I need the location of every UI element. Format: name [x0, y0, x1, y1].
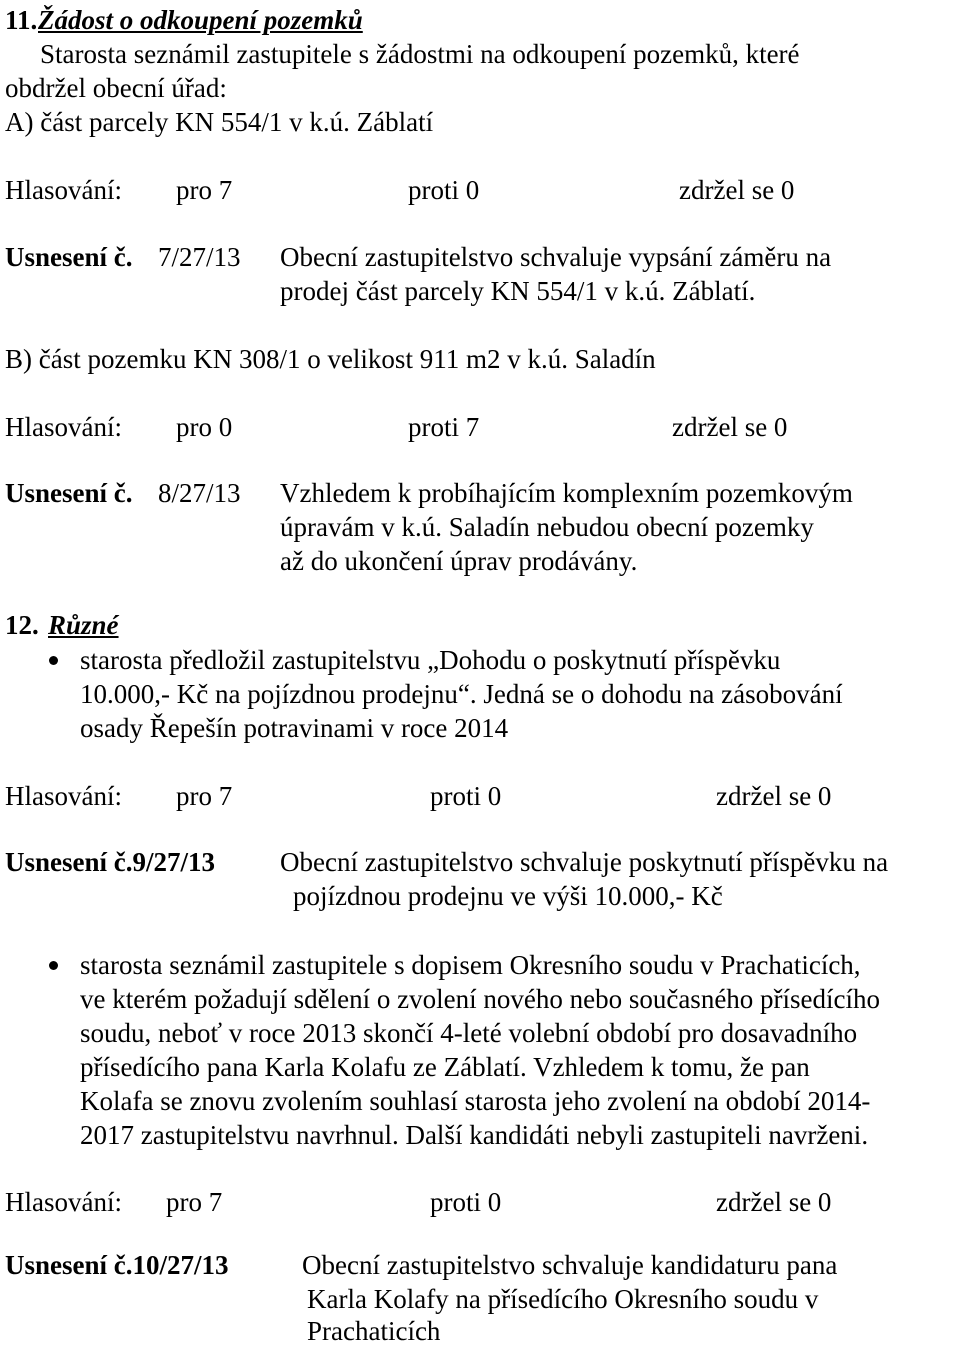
resolution-text: až do ukončení úprav prodávány. [280, 546, 638, 576]
vote-proti: proti 0 [430, 1187, 502, 1217]
vote-label: Hlasování: [5, 412, 122, 442]
section-11-title: Žádost o odkoupení pozemků [38, 5, 363, 35]
vote-proti: proti 0 [430, 781, 502, 811]
resolution-text: Prachaticích [307, 1316, 441, 1346]
resolution-text: úpravám v k.ú. Saladín nebudou obecní pozemky [280, 512, 814, 542]
resolution-label: Usnesení č. [5, 478, 133, 508]
vote-pro: pro 7 [176, 175, 233, 205]
vote-proti: proti 7 [408, 412, 480, 442]
vote-label: Hlasování: [5, 781, 122, 811]
vote-zdrzel: zdržel se 0 [672, 412, 788, 442]
resolution-number: 7/27/13 [158, 242, 241, 272]
bullet-text: 10.000,- Kč na pojízdnou prodejnu“. Jedná se o dohodu na zásobování [80, 679, 843, 709]
resolution-label: Usnesení č.9/27/13 [5, 847, 216, 877]
bullet-text: starosta seznámil zastupitele s dopisem Okresního soudu v Prachaticích, [80, 950, 861, 980]
vote-label: Hlasování: [5, 1187, 122, 1217]
bullet-text: osady Řepešín potravinami v roce 2014 [80, 713, 509, 743]
bullet-text: starosta předložil zastupitelstvu „Dohodu o poskytnutí příspěvku [80, 645, 781, 675]
vote-zdrzel: zdržel se 0 [716, 1187, 832, 1217]
vote-proti: proti 0 [408, 175, 480, 205]
intro-line: Starosta seznámil zastupitele s žádostmi na odkoupení pozemků, které [40, 39, 800, 69]
section-11-number: 11. [5, 5, 38, 35]
item-b: B) část pozemku KN 308/1 o velikost 911 m2 v k.ú. Saladín [5, 344, 656, 374]
section-12-title: Různé [48, 610, 119, 640]
vote-pro: pro 7 [166, 1187, 223, 1217]
resolution-text: prodej část parcely KN 554/1 v k.ú. Záblatí. [280, 276, 756, 306]
bullet-text: přísedícího pana Karla Kolafu ze Záblatí. Vzhledem k tomu, že pan [80, 1052, 810, 1082]
resolution-label: Usnesení č.10/27/13 [5, 1250, 229, 1280]
vote-label: Hlasování: [5, 175, 122, 205]
bullet-icon [49, 961, 58, 970]
resolution-text: Vzhledem k probíhajícím komplexním pozemkovým [280, 478, 853, 508]
bullet-text: Kolafa se znovu zvolením souhlasí starosta jeho zvolení na období 2014- [80, 1086, 871, 1116]
bullet-text: ve kterém požadují sdělení o zvolení nového nebo současného přísedícího [80, 984, 881, 1014]
bullet-text: 2017 zastupitelstvu navrhnul. Další kandidáti nebyli zastupiteli navrženi. [80, 1120, 869, 1150]
section-12-number: 12. [5, 610, 39, 640]
resolution-text: Obecní zastupitelstvo schvaluje kandidaturu pana [302, 1250, 838, 1280]
vote-zdrzel: zdržel se 0 [679, 175, 795, 205]
vote-zdrzel: zdržel se 0 [716, 781, 832, 811]
resolution-text: pojízdnou prodejnu ve výši 10.000,- Kč [293, 881, 723, 911]
resolution-text: Obecní zastupitelstvo schvaluje vypsání záměru na [280, 242, 832, 272]
resolution-text: Karla Kolafy na přísedícího Okresního soudu v [307, 1284, 819, 1314]
resolution-text: Obecní zastupitelstvo schvaluje poskytnutí příspěvku na [280, 847, 889, 877]
resolution-number: 8/27/13 [158, 478, 241, 508]
intro-line: obdržel obecní úřad: [5, 73, 227, 103]
bullet-text: soudu, neboť v roce 2013 skončí 4-leté volební období pro dosavadního [80, 1018, 858, 1048]
vote-pro: pro 0 [176, 412, 233, 442]
vote-pro: pro 7 [176, 781, 233, 811]
bullet-icon [49, 656, 58, 665]
item-a: A) část parcely KN 554/1 v k.ú. Záblatí [5, 107, 434, 137]
resolution-label: Usnesení č. [5, 242, 133, 272]
